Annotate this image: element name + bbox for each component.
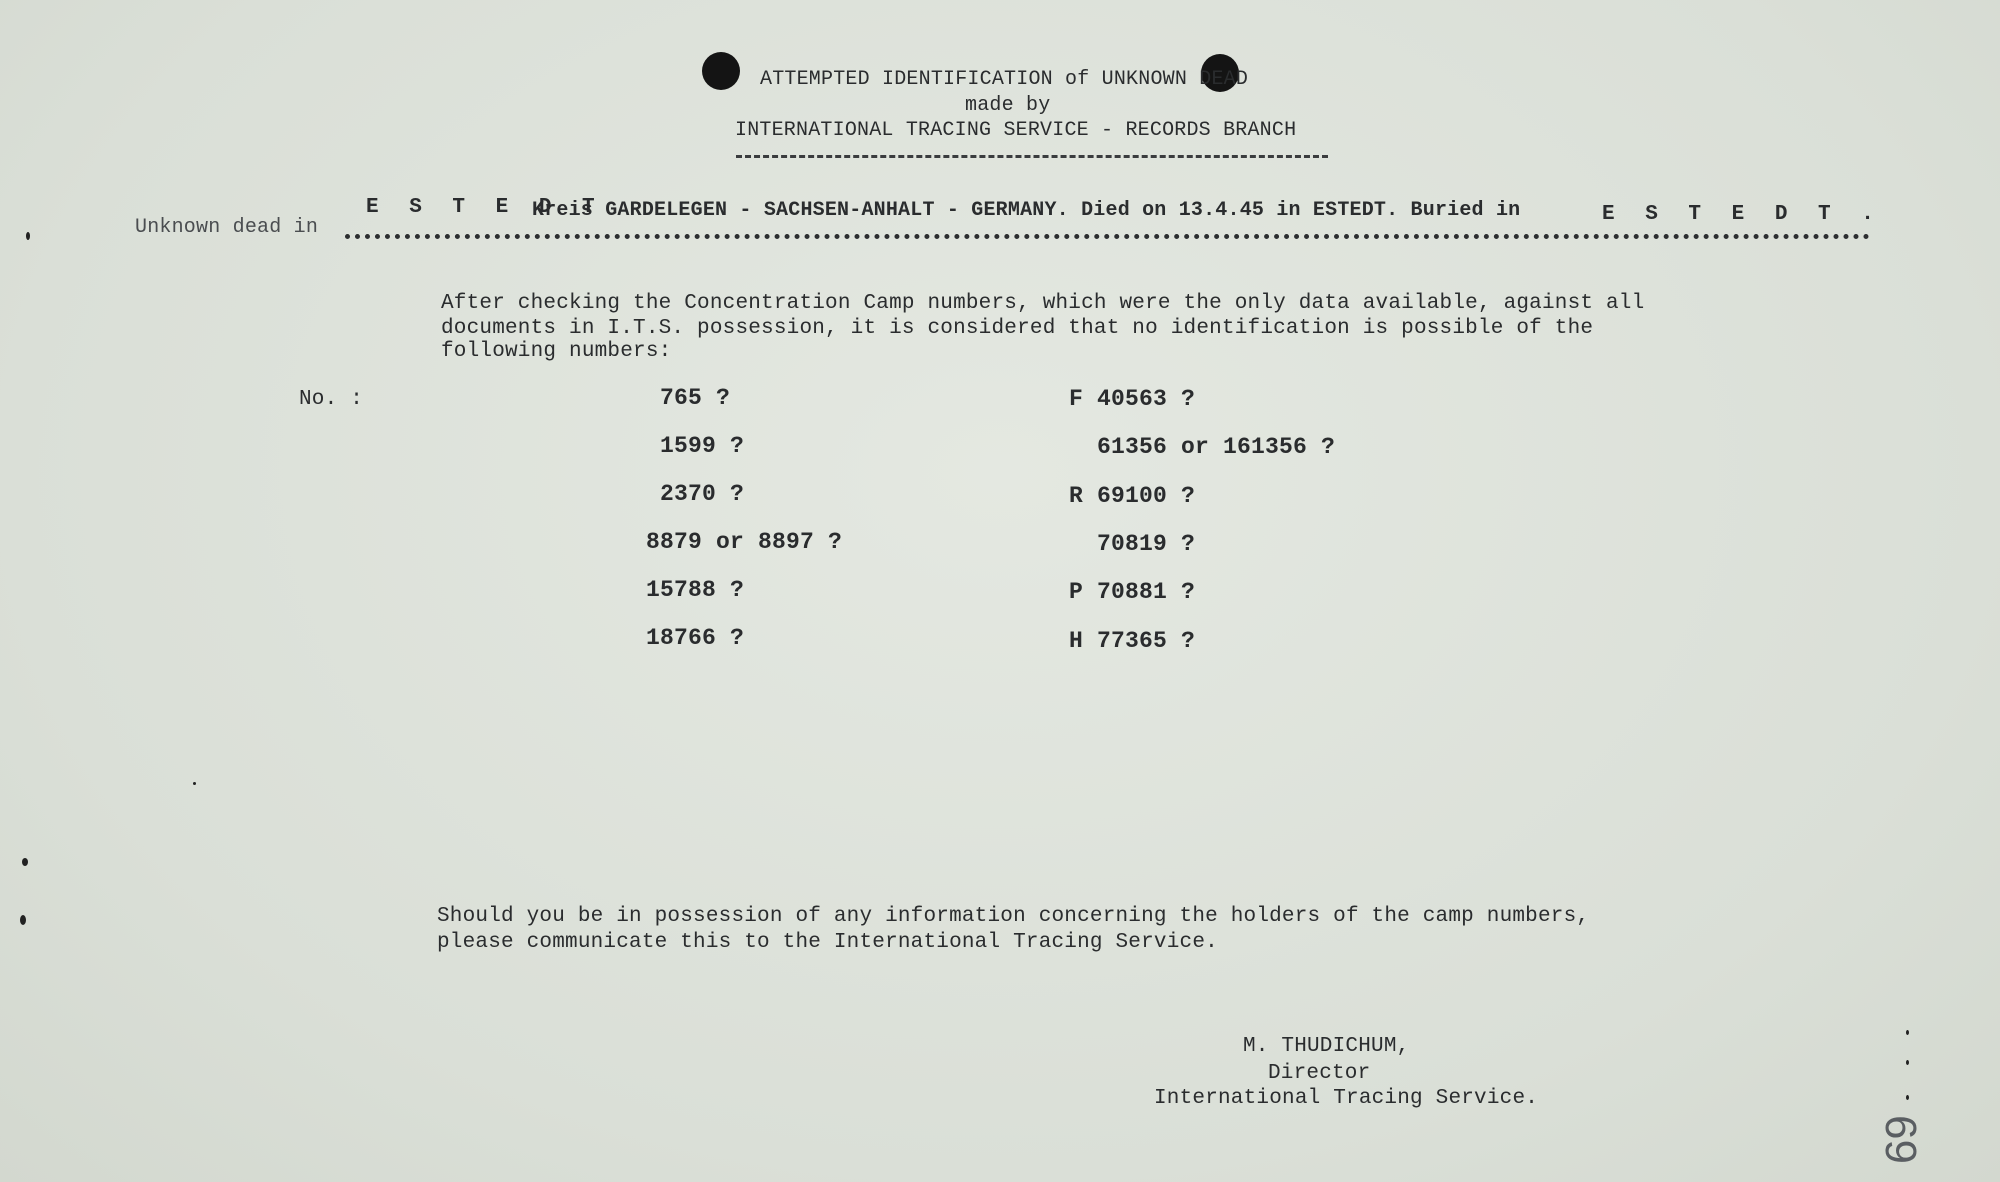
dotted-leader bbox=[345, 234, 1870, 239]
signature-title: Director bbox=[1268, 1062, 1371, 1085]
numbers-label: No. : bbox=[299, 388, 364, 411]
unknown-dead-label: Unknown dead in bbox=[135, 216, 319, 239]
intro-line-3: following numbers: bbox=[441, 340, 672, 363]
number-left-4: 8879 or 8897 ? bbox=[646, 529, 843, 555]
margin-mark bbox=[193, 782, 196, 785]
number-right-2: 61356 or 161356 ? bbox=[1097, 434, 1336, 460]
signature-organization: International Tracing Service. bbox=[1154, 1087, 1539, 1110]
number-right-5: P 70881 ? bbox=[1069, 579, 1196, 605]
location-details: Kreis GARDELEGEN - SACHSEN-ANHALT - GERMANY. Died on 13.4.45 in ESTEDT. Buried in bbox=[532, 199, 1521, 222]
intro-line-1: After checking the Concentration Camp numbers, which were the only data available, against all bbox=[441, 292, 1645, 315]
margin-mark bbox=[22, 858, 28, 866]
number-left-1: 765 ? bbox=[660, 385, 731, 411]
header-made-by: made by bbox=[965, 94, 1051, 117]
number-right-6: H 77365 ? bbox=[1069, 628, 1196, 654]
number-left-6: 18766 ? bbox=[646, 625, 745, 651]
number-left-3: 2370 ? bbox=[660, 481, 745, 507]
margin-mark bbox=[26, 232, 30, 240]
buried-place: E S T E D T . bbox=[1602, 203, 1883, 226]
closing-line-1: Should you be in possession of any information concerning the holders of the camp numbers, bbox=[437, 905, 1590, 928]
header-organization: INTERNATIONAL TRACING SERVICE - RECORDS BRANCH bbox=[735, 119, 1297, 142]
header-title: ATTEMPTED IDENTIFICATION of UNKNOWN DEAD bbox=[760, 68, 1249, 91]
number-right-4: 70819 ? bbox=[1097, 531, 1196, 557]
page-number: 69 bbox=[1876, 1115, 1925, 1164]
place-name: E S T E D T bbox=[366, 196, 604, 219]
margin-mark bbox=[1906, 1095, 1909, 1100]
margin-mark bbox=[1906, 1030, 1909, 1035]
number-left-5: 15788 ? bbox=[646, 577, 745, 603]
signature-name: M. THUDICHUM, bbox=[1243, 1035, 1410, 1058]
number-right-3: R 69100 ? bbox=[1069, 483, 1196, 509]
closing-line-2: please communicate this to the International Tracing Service. bbox=[437, 931, 1218, 954]
number-right-1: F 40563 ? bbox=[1069, 386, 1196, 412]
punch-hole-left bbox=[702, 52, 740, 90]
margin-mark bbox=[20, 915, 26, 925]
number-left-2: 1599 ? bbox=[660, 433, 745, 459]
header-underline bbox=[736, 155, 1328, 158]
intro-line-2: documents in I.T.S. possession, it is considered that no identification is possible of the bbox=[441, 317, 1594, 340]
margin-mark bbox=[1906, 1060, 1909, 1065]
